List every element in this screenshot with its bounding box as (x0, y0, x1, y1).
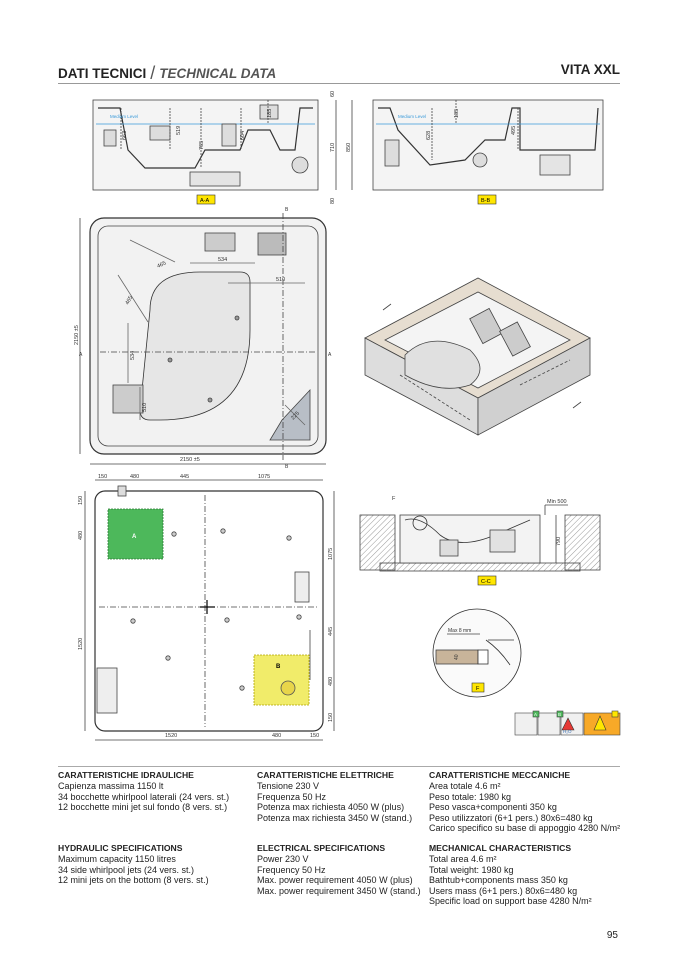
spec-line: Potenza max richiesta 3450 W (stand.) (257, 812, 413, 823)
hydraulic-specs-en (58, 843, 209, 886)
spec-line: Frequency 50 Hz (257, 864, 326, 875)
spec-line: Total area 4.6 m² (429, 854, 497, 864)
aa-tag: A-A (200, 198, 210, 204)
spec-line: Peso totale: 1980 kg (429, 791, 512, 802)
dim-left-480: 480 (78, 530, 84, 540)
dim-850: 850 (346, 142, 352, 152)
dim-710: 710 (330, 142, 336, 152)
marker-b-bottom: B (285, 464, 289, 470)
dim-2150-vert: 2150 ±5 (74, 325, 80, 345)
cc-tag: C-C (481, 579, 491, 585)
spec-line: Max. power requirement 3450 W (stand.) (257, 885, 421, 896)
detail-f-max: Max 8 mm (448, 628, 472, 634)
marker-a-left: A (79, 352, 83, 358)
dim-465-b: 465 (124, 295, 135, 306)
electric-specs-en (257, 843, 421, 896)
dim-765: 765 (199, 140, 205, 150)
dim-510-left: 510 (142, 402, 148, 412)
dim-80: 80 (330, 197, 336, 204)
marker-b-top: B (285, 207, 289, 213)
specs-divider (58, 766, 620, 767)
spec-line: Carico specifico su base di appoggio 4280 N/m² (429, 823, 621, 834)
spec-line: Max. power requirement 4050 W (plus) (257, 875, 413, 886)
spec-line: Tensione 230 V (257, 781, 320, 791)
title-italian: DATI TECNICI (58, 66, 147, 81)
legend-water: H₂O (563, 729, 572, 734)
zone-a-label: A (132, 534, 137, 540)
bb-medium-level: Medium Level (398, 114, 427, 119)
dim-bottom-150: 150 (310, 733, 320, 739)
dim-top-150: 150 (98, 474, 108, 480)
title-english: TECHNICAL DATA (159, 66, 277, 81)
dim-465-a: 465 (156, 260, 168, 270)
section-title: CARATTERISTICHE MECCANICHE (429, 770, 571, 780)
spec-line: Users mass (6+1 pers.) 80x6=480 kg (429, 885, 578, 896)
spec-line: Frequenza 50 Hz (257, 791, 327, 802)
spec-line: Peso vasca+componenti 350 kg (429, 802, 557, 813)
dim-bottom-480: 480 (272, 733, 282, 739)
dim-right-445: 445 (328, 626, 334, 636)
spec-line: Power 230 V (257, 854, 309, 864)
dim-534-left: 534 (130, 350, 136, 360)
dim-right-150: 150 (328, 712, 334, 722)
detail-f-height: 40 (454, 654, 460, 660)
dim-225: 225 (290, 410, 301, 422)
legend-b: B (558, 712, 562, 717)
section-cc-drawing (360, 505, 600, 571)
model-name: VITA XXL (560, 62, 620, 77)
dim-663: 663 (122, 130, 128, 140)
electric-specs-it (257, 770, 412, 823)
cc-min-label: Min 500 (547, 499, 567, 505)
dim-519: 519 (176, 125, 182, 135)
dim-604: 604 (240, 130, 246, 140)
section-title: CARATTERISTICHE ELETTRICHE (257, 770, 394, 780)
mechanical-specs-it (429, 770, 620, 834)
legend-a: A (534, 712, 538, 717)
dim-right-1075: 1075 (328, 547, 334, 560)
dim-top-1075: 1075 (258, 474, 271, 480)
dim-510-top: 510 (276, 277, 286, 283)
bb-tag: B-B (481, 198, 491, 204)
dim-495: 495 (511, 125, 517, 135)
dim-534-top: 534 (218, 257, 228, 263)
spec-line: Specific load on support base 4280 N/m² (429, 896, 592, 907)
spec-line: Peso utilizzatori (6+1 pers.) 80x6=480 kg (429, 812, 593, 823)
spec-line: 34 side whirlpool jets (24 vers. st.) (58, 864, 195, 875)
page-number: 95 (606, 930, 618, 941)
spec-line: Capienza massima 1150 lt (58, 781, 164, 791)
section-title: HYDRAULIC SPECIFICATIONS (58, 843, 183, 853)
aa-medium-level: Medium Level (110, 114, 139, 119)
cc-detail-marker: F (392, 496, 396, 502)
dim-left-1520: 1520 (78, 637, 84, 650)
dim-185: 185 (267, 108, 273, 118)
dim-bottom-1520: 1520 (165, 733, 178, 739)
spec-line: 34 bocchette whirlpool laterali (24 vers. st.) (58, 791, 230, 802)
section-title: MECHANICAL CHARACTERISTICS (429, 843, 572, 853)
dim-60: 60 (330, 90, 336, 97)
hydraulic-specs-it (58, 770, 229, 813)
zone-b-label: B (276, 664, 281, 670)
legend-electric-badge (612, 711, 618, 717)
dim-2150-horiz: 2150 ±5 (180, 457, 200, 463)
mechanical-specs-en (429, 843, 592, 907)
dim-left-150: 150 (78, 495, 84, 505)
spec-line: 12 mini jets on the bottom (8 vers. st.) (58, 875, 209, 886)
section-title: ELECTRICAL SPECIFICATIONS (257, 843, 386, 853)
title-separator: / (150, 63, 156, 83)
spec-line: Potenza max richiesta 4050 W (plus) (257, 802, 405, 813)
isometric-view-drawing (365, 278, 590, 435)
dim-185: 185 (454, 108, 460, 118)
marker-a-right: A (328, 352, 332, 358)
section-title: CARATTERISTICHE IDRAULICHE (58, 770, 194, 780)
detail-f-tag: F (476, 686, 480, 692)
plan-view-drawing (80, 213, 326, 464)
cc-height: 790 (556, 536, 562, 546)
spec-line: Area totale 4.6 m² (429, 781, 501, 791)
dim-right-480: 480 (328, 676, 334, 686)
spec-line: Maximum capacity 1150 litres (58, 854, 176, 864)
spec-line: Bathtub+components mass 350 kg (429, 875, 568, 886)
spec-line: 12 bocchette mini jet sul fondo (8 vers. st.) (58, 802, 228, 813)
dim-top-480: 480 (130, 474, 140, 480)
dim-top-445: 445 (180, 474, 190, 480)
spec-line: Total weight: 1980 kg (429, 864, 514, 875)
base-view-drawing (85, 480, 334, 740)
dim-628: 628 (426, 130, 432, 140)
